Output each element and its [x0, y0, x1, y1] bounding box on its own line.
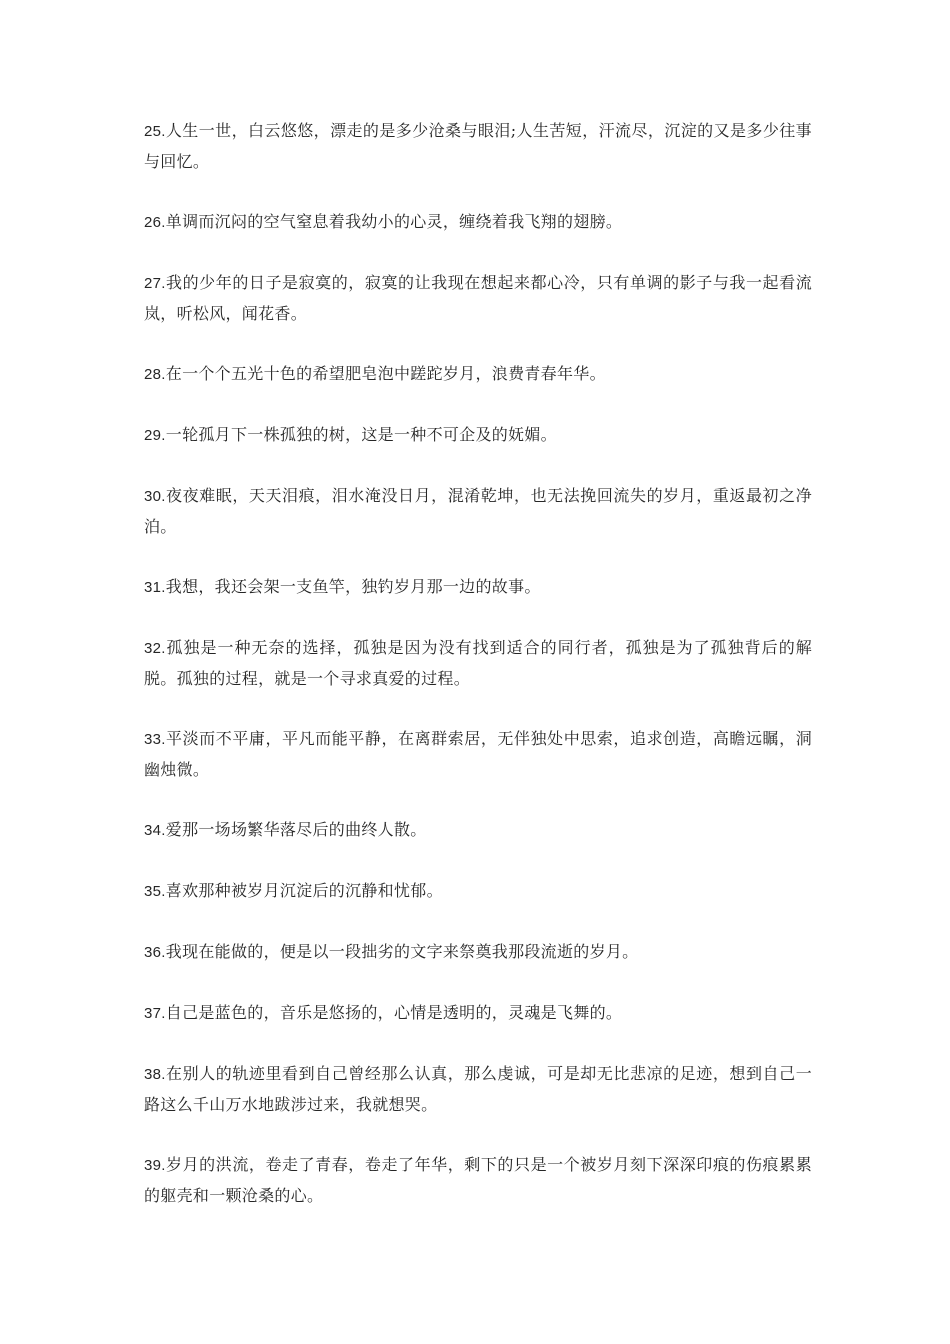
entry-text: 夜夜难眠，天天泪痕，泪水淹没日月，混淆乾坤，也无法挽回流失的岁月，重返最初之净泊。 — [144, 486, 812, 536]
entry-text: 平淡而不平庸，平凡而能平静，在离群索居，无伴独处中思索，追求创造，高瞻远瞩，洞幽烛微。 — [144, 729, 812, 779]
entry-text: 孤独是一种无奈的选择，孤独是因为没有找到适合的同行者，孤独是为了孤独背后的解脱。孤独的过程，就是一个寻求真爱的过程。 — [144, 638, 812, 688]
list-item — [144, 998, 812, 1029]
entry-number: 33. — [144, 731, 166, 748]
list-item — [144, 481, 812, 542]
entry-text: 喜欢那种被岁月沉淀后的沉静和忧郁。 — [165, 881, 443, 900]
entry-text: 一轮孤月下一株孤独的树，这是一种不可企及的妩媚。 — [165, 425, 557, 444]
entry-number: 34. — [144, 822, 166, 839]
entry-number: 38. — [144, 1066, 166, 1083]
list-item — [144, 876, 812, 907]
list-item — [144, 633, 812, 694]
entry-number: 29. — [144, 427, 166, 444]
list-item — [144, 1059, 812, 1120]
entry-text: 人生一世，白云悠悠，漂走的是多少沧桑与眼泪;人生苦短，汗流尽，沉淀的又是多少往事与回忆。 — [144, 121, 812, 171]
list-item — [144, 207, 812, 238]
entry-number: 32. — [144, 640, 166, 657]
entry-list — [144, 116, 812, 1241]
list-item — [144, 572, 812, 603]
list-item — [144, 116, 812, 177]
entry-text: 在一个个五光十色的希望肥皂泡中蹉跎岁月，浪费青春年华。 — [165, 364, 606, 383]
list-item — [144, 815, 812, 846]
entry-text: 单调而沉闷的空气窒息着我幼小的心灵，缠绕着我飞翔的翅膀。 — [165, 212, 623, 231]
entry-text: 我想，我还会架一支鱼竿，独钓岁月那一边的故事。 — [165, 577, 541, 596]
entry-number: 36. — [144, 944, 166, 961]
entry-text: 岁月的洪流，卷走了青春，卷走了年华，剩下的只是一个被岁月刻下深深印痕的伤痕累累的躯壳和一颗沧桑的心。 — [144, 1155, 812, 1205]
entry-text: 我的少年的日子是寂寞的，寂寞的让我现在想起来都心冷，只有单调的影子与我一起看流岚，听松风，闻花香。 — [144, 273, 812, 323]
entry-number: 26. — [144, 214, 166, 231]
entry-number: 28. — [144, 366, 166, 383]
list-item — [144, 420, 812, 451]
entry-text: 在别人的轨迹里看到自己曾经那么认真，那么虔诚，可是却无比悲凉的足迹，想到自己一路这么千山万水地跋涉过来，我就想哭。 — [144, 1064, 812, 1114]
entry-number: 39. — [144, 1157, 166, 1174]
entry-number: 35. — [144, 883, 166, 900]
list-item — [144, 724, 812, 785]
list-item — [144, 1150, 812, 1211]
entry-text: 爱那一场场繁华落尽后的曲终人散。 — [165, 820, 427, 839]
entry-text: 自己是蓝色的，音乐是悠扬的，心情是透明的，灵魂是飞舞的。 — [165, 1003, 623, 1022]
entry-number: 25. — [144, 123, 166, 140]
entry-number: 27. — [144, 275, 166, 292]
list-item — [144, 268, 812, 329]
entry-number: 31. — [144, 579, 166, 596]
entry-number: 30. — [144, 488, 166, 505]
list-item — [144, 937, 812, 968]
entry-text: 我现在能做的，便是以一段拙劣的文字来祭奠我那段流逝的岁月。 — [165, 942, 639, 961]
list-item — [144, 359, 812, 390]
entry-number: 37. — [144, 1005, 166, 1022]
